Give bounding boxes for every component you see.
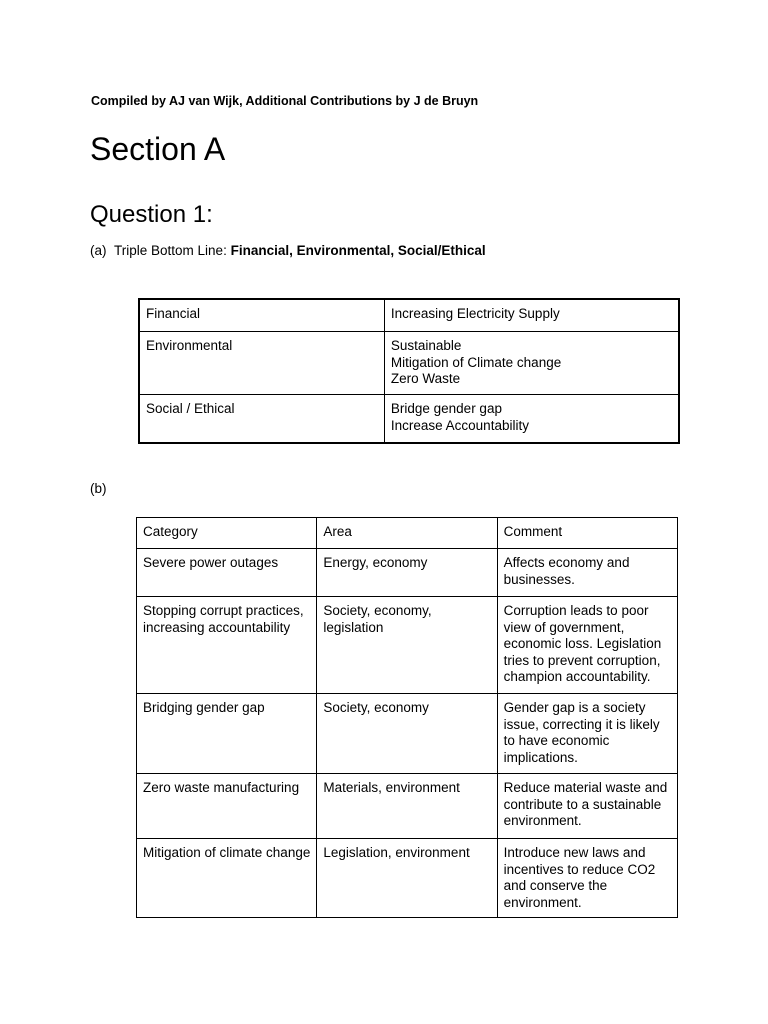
category-cell: Stopping corrupt practices, increasing accountability [137,597,317,694]
part-a-bold-text: Financial, Environmental, Social/Ethical [230,243,486,258]
area-cell: Legislation, environment [317,839,497,918]
table-row [137,694,678,774]
comment-cell: Corruption leads to poor view of government, economic loss. Legislation tries to prevent corruption, champion accountability. [497,597,677,694]
pillar-label: Environmental [146,338,233,353]
item-text: Mitigation of Climate change [390,354,562,370]
author-credit: Compiled by AJ van Wijk, Additional Contributions by J de Bruyn [91,94,479,108]
area-cell: Energy, economy [317,549,497,597]
section-title: Section A [90,131,226,167]
table-row [137,597,678,694]
category-cell: Bridging gender gap [137,694,317,774]
pillar-cell [139,395,384,444]
comment-cell: Reduce material waste and contribute to a sustainable environment. [497,774,677,839]
comment-cell: Affects economy and businesses. [497,549,677,597]
part-a-line [90,242,486,260]
table-row [137,839,678,918]
header-label: Area [323,524,352,539]
category-cell: Zero waste manufacturing [137,774,317,839]
area-cell: Society, economy, legislation [317,597,497,694]
items-cell [384,299,679,332]
items-cell [384,395,679,444]
header-cell-area [317,518,497,549]
part-a-label: (a) [90,243,107,258]
pillar-label: Financial [146,306,201,321]
triple-bottom-line-table [138,298,680,444]
area-cell: Society, economy [317,694,497,774]
area-cell: Materials, environment [317,774,497,839]
part-a-text: Triple Bottom Line: [114,243,227,258]
category-cell: Mitigation of climate change [137,839,317,918]
table-row [137,549,678,597]
item-text: Increase Accountability [390,417,529,433]
comment-cell: Gender gap is a society issue, correcting it is likely to have economic implications. [497,694,677,774]
part-b-label: (b) [90,481,107,496]
category-area-comment-table [136,517,678,918]
comment-cell: Introduce new laws and incentives to reduce CO2 and conserve the environment. [497,839,677,918]
category-cell: Severe power outages [137,549,317,597]
item-text: Zero Waste [390,371,461,386]
table-row [139,332,679,395]
item-text: Sustainable [390,338,462,353]
table-row [137,774,678,839]
table-row [139,299,679,332]
item-text: Bridge gender gap [390,401,502,416]
header-cell-category [137,518,317,549]
pillar-cell [139,299,384,332]
header-label: Comment [503,524,563,539]
header-cell-comment [497,518,677,549]
items-cell [384,332,679,395]
pillar-label: Social / Ethical [146,401,235,416]
question-title: Question 1: [90,201,213,228]
table-header-row [137,518,678,549]
header-label: Category [143,524,198,539]
pillar-cell [139,332,384,395]
table-row [139,395,679,444]
item-text: Increasing Electricity Supply [390,306,560,321]
